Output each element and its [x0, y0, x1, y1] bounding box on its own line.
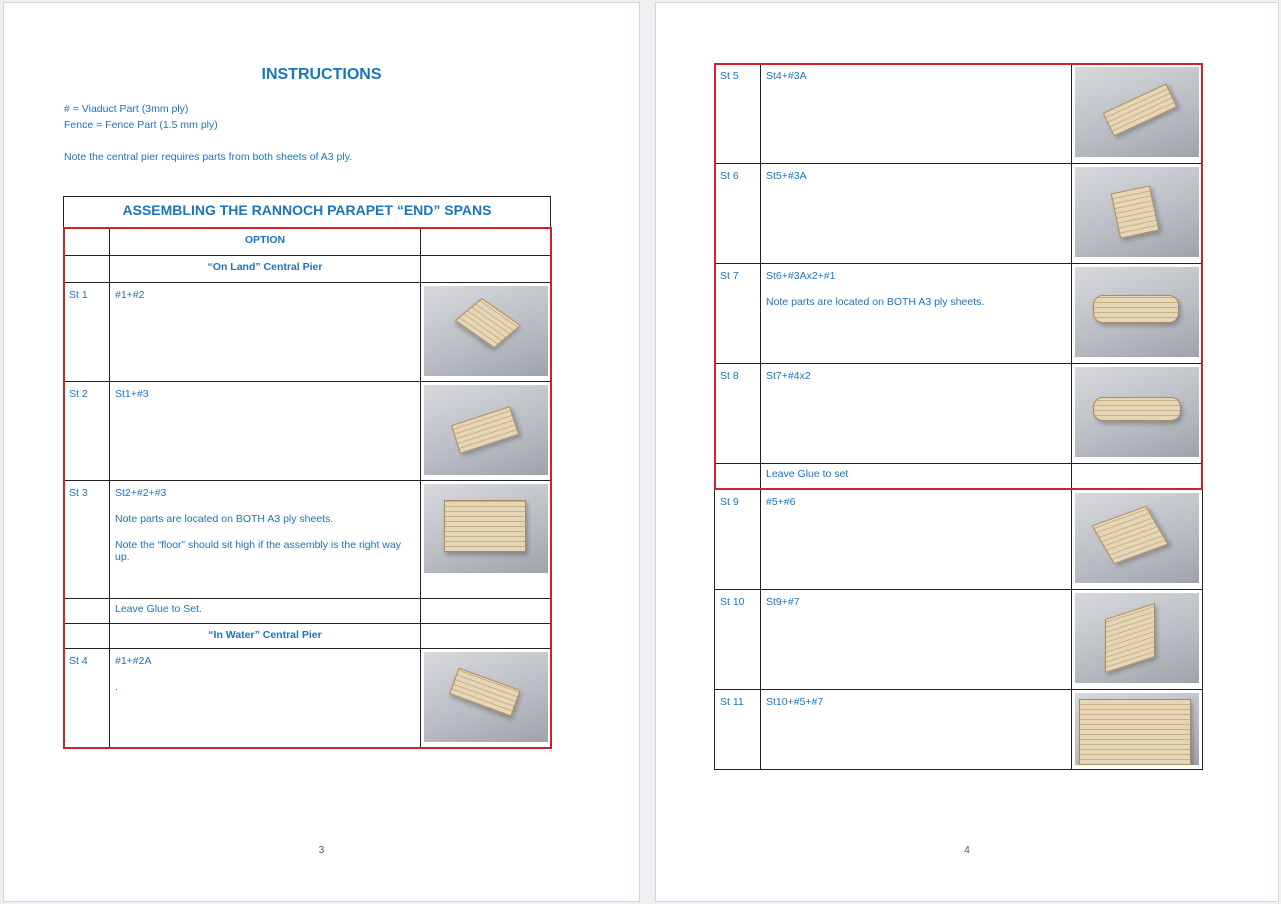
- step-photo: [421, 481, 552, 599]
- table-row: [64, 624, 552, 649]
- table-row: [715, 464, 1203, 490]
- step-text: [761, 264, 1072, 364]
- step-parts: St5+#3A: [761, 164, 1072, 264]
- page-4: [655, 2, 1279, 902]
- step-photo: [421, 382, 552, 481]
- leave-glue-note: Leave Glue to set: [761, 464, 1072, 490]
- step-id: St 6: [715, 164, 761, 264]
- legend-viaduct: # = Viaduct Part (3mm ply): [64, 103, 189, 115]
- table-title: ASSEMBLING THE RANNOCH PARAPET “END” SPANS: [64, 197, 551, 229]
- step-photo: [1072, 490, 1203, 590]
- table-row: [715, 364, 1203, 464]
- step-parts: St7+#4x2: [761, 364, 1072, 464]
- table-row: [64, 382, 552, 481]
- step-text: [110, 649, 421, 748]
- table-row: [64, 283, 552, 382]
- in-water-header: “In Water” Central Pier: [110, 624, 421, 649]
- step-photo: [1072, 264, 1203, 364]
- step-parts: St6+#3Ax2+#1: [766, 270, 836, 282]
- step-photo: [1072, 590, 1203, 690]
- step-parts: St4+#3A: [761, 64, 1072, 164]
- on-land-header: “On Land” Central Pier: [110, 256, 421, 283]
- table-row: [715, 690, 1203, 770]
- step-photo: [1072, 690, 1203, 770]
- table-row: [715, 590, 1203, 690]
- step-id: St 11: [715, 690, 761, 770]
- step-id: St 8: [715, 364, 761, 464]
- step-photo: [1072, 164, 1203, 264]
- step-parts: #5+#6: [761, 490, 1072, 590]
- steps-table-page3: [63, 228, 552, 748]
- step-photo: [421, 283, 552, 382]
- step-note: Note parts are located on BOTH A3 ply sheets.: [766, 296, 985, 308]
- table-row: [64, 649, 552, 748]
- step-photo: [1072, 64, 1203, 164]
- table-row: [715, 164, 1203, 264]
- step-id: St 7: [715, 264, 761, 364]
- table-title-box: [63, 196, 551, 229]
- step-id: St 9: [715, 490, 761, 590]
- step-id: St 5: [715, 64, 761, 164]
- step-note: Note parts are located on BOTH A3 ply sheets.: [115, 513, 334, 525]
- step-id: St 4: [64, 649, 110, 748]
- step-photo: [1072, 364, 1203, 464]
- step-id: St 10: [715, 590, 761, 690]
- step-parts: #1+#2: [110, 283, 421, 382]
- table-row: [715, 490, 1203, 590]
- step-id: St 2: [64, 382, 110, 481]
- table-row: [64, 599, 552, 624]
- leave-glue-note: Leave Glue to Set.: [110, 599, 421, 624]
- step-parts: St10+#5+#7: [761, 690, 1072, 770]
- step-id: St 3: [64, 481, 110, 599]
- step-note: .: [115, 681, 118, 693]
- table-row: [64, 481, 552, 599]
- table-row: [715, 264, 1203, 364]
- step-parts: St1+#3: [110, 382, 421, 481]
- table-row: [64, 229, 552, 256]
- step-id: St 1: [64, 283, 110, 382]
- table-row: [715, 64, 1203, 164]
- page-3: [3, 2, 640, 902]
- step-text: [110, 481, 421, 599]
- step-parts: St2+#2+#3: [115, 487, 167, 499]
- legend-fence: Fence = Fence Part (1.5 mm ply): [64, 119, 218, 131]
- page-title: INSTRUCTIONS: [261, 66, 382, 83]
- option-header: OPTION: [110, 229, 421, 256]
- step-parts: St9+#7: [761, 590, 1072, 690]
- page-number: 4: [964, 845, 970, 856]
- central-pier-note: Note the central pier requires parts from both sheets of A3 ply.: [64, 151, 353, 163]
- table-row: [64, 256, 552, 283]
- step-parts: #1+#2A: [115, 655, 152, 667]
- step-photo: [421, 649, 552, 748]
- step-note: Note the “floor” should sit high if the assembly is the right way up.: [115, 539, 401, 563]
- page-number: 3: [318, 845, 325, 856]
- steps-table-page4: [714, 63, 1203, 770]
